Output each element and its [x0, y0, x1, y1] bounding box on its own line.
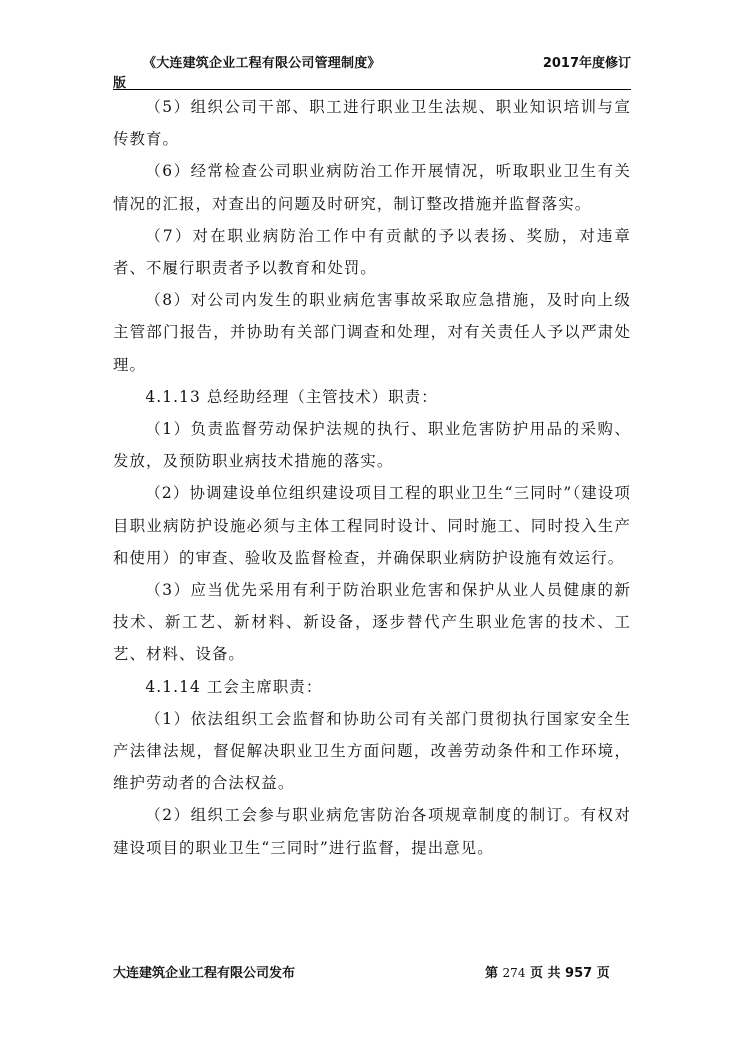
section-heading: 4.1.13 总经助经理（主管技术）职责： [145, 387, 438, 406]
publisher-label: 大连建筑企业工程有限公司发布 [113, 966, 296, 981]
paragraph: （6）经常检查公司职业病防治工作开展情况，听取职业卫生有关情况的汇报，对查出的问题及时研究，制订整改措施并监督落实。 [113, 162, 631, 213]
document-title: 《大连建筑企业工程有限公司管理制度》 [143, 56, 381, 71]
paragraph: （7）对在职业病防治工作中有贡献的予以表扬、奖励，对违章者、不履行职责者予以教育和处罚。 [113, 226, 631, 278]
section-heading: 4.1.14 工会主席职责： [145, 677, 323, 696]
page-number [485, 962, 610, 981]
document-body [113, 91, 631, 864]
paragraph: （5）组织公司干部、职工进行职业卫生法规、职业知识培训与宣传教育。 [113, 98, 631, 149]
page-total: 957 [565, 966, 593, 981]
page-header [113, 52, 631, 92]
paragraph: （3）应当优先采用有利于防治职业危害和保护从业人员健康的新技术、新工艺、新材料、新设备，逐步替代产生职业危害的技术、工艺、材料、设备。 [113, 581, 631, 664]
page-footer [113, 962, 631, 982]
paragraph: （2）协调建设单位组织建设项目工程的职业卫生“三同时”（建设项目职业病防护设施必须与主体工程同时设计、同时施工、同时投入生产和使用）的审查、验收及监督检查，并确保职业病防护设施有效运行。 [113, 484, 631, 567]
header-divider [113, 89, 631, 90]
page-mid: 页 共 [529, 966, 561, 981]
paragraph: （1）负责监督劳动保护法规的执行、职业危害防护用品的采购、发放，及预防职业病技术措施的落实。 [113, 420, 631, 471]
revision-year: 2017年度修订 [542, 56, 631, 71]
paragraph: （2）组织工会参与职业病危害防治各项规章制度的制订。有权对建设项目的职业卫生“三同时”进行监督，提出意见。 [113, 806, 631, 857]
paragraph: （1）依法组织工会监督和协助公司有关部门贯彻执行国家安全生产法律法规，督促解决职业卫生方面问题，改善劳动条件和工作环境，维护劳动者的合法权益。 [113, 709, 631, 793]
page-suffix: 页 [596, 966, 610, 981]
revision-year-wrap: 版 [113, 76, 127, 91]
page-current: 274 [502, 966, 526, 980]
page-prefix: 第 [485, 966, 499, 981]
paragraph: （8）对公司内发生的职业病危害事故采取应急措施，及时向上级主管部门报告，并协助有关部门调查和处理，对有关责任人予以严肃处理。 [113, 291, 631, 374]
